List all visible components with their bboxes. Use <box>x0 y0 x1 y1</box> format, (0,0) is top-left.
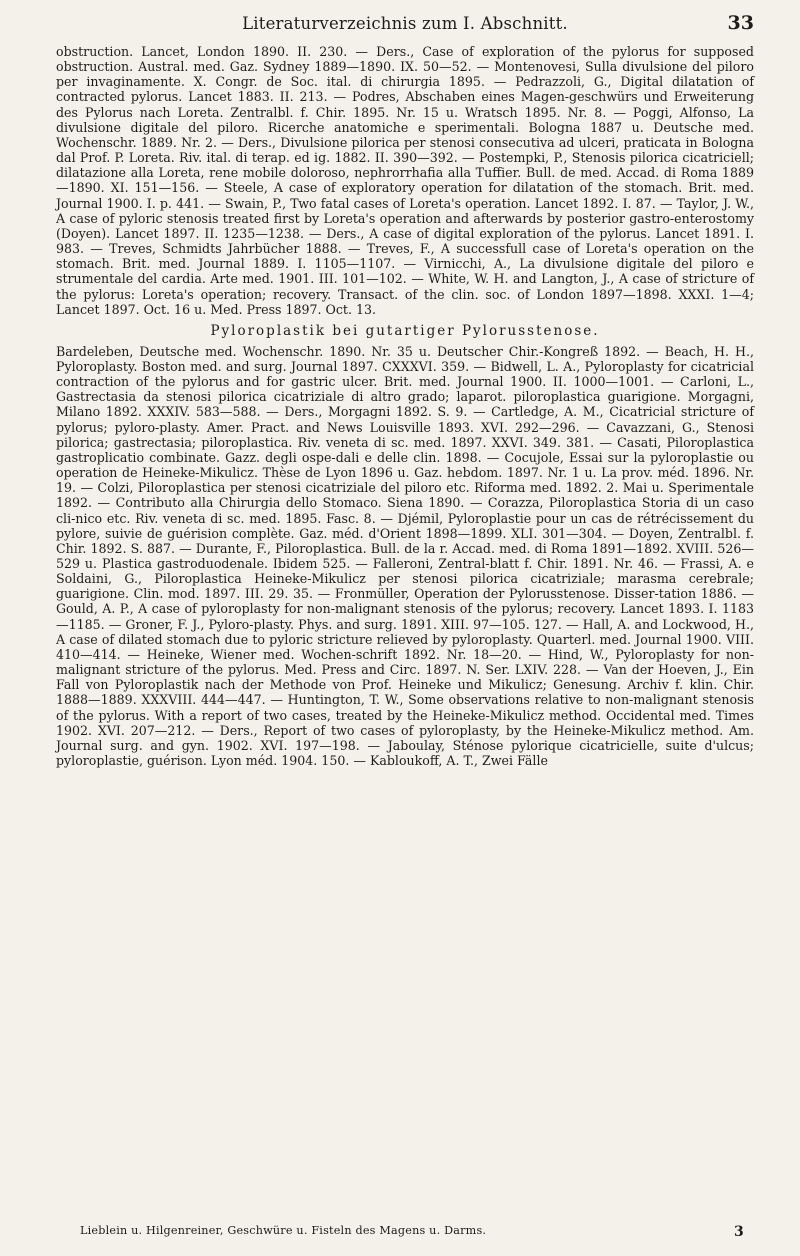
signature-mark: 3 <box>734 1224 744 1240</box>
imprint-line: Lieblein u. Hilgenreiner, Geschwüre u. Fisteln des Magens u. Darms. <box>80 1224 487 1237</box>
page-header <box>56 10 754 40</box>
section-heading: Pyloroplastik bei gutartiger Pylorusstenose. <box>210 322 600 339</box>
running-title: Literaturverzeichnis zum I. Abschnitt. <box>242 14 568 33</box>
bibliography-paragraph: obstruction. Lancet, London 1890. II. 230. — Ders., Case of exploration of the pylorus for supposed obstruction. Austral. med. Gaz. Sydney 1889—1890. IX. 50—52. — Montenovesi, Sulla divulsione del piloro per invaginamente. X. Congr. de Soc. ital. di chirurgia 1895. — Pedrazzoli, G., Digital dilatation of contracted pylorus. Lancet 1883. II. 213. — Podres, Abschaben eines Magen-geschwürs und Erweiterung des Pylorus nach Loreta. Zentralbl. f. Chir. 1895. Nr. 15 u. Wratsch 1895. Nr. 8. — Poggi, Alfonso, La divulsione digitale del piloro. Ricerche anatomiche e sperimentali. Bologna 1887 u. Deutsche med. Wochenschr. 1889. Nr. 2. — Ders., Divulsione pilorica per stenosi consecutiva ad ulceri, praticata in Bologna dal Prof. P. Loreta. Riv. ital. di terap. ed ig. 1882. II. 390—392. — Postempki, P., Stenosis pilorica cicatriciell; dilatazione alla Loreta, rene mobile doloroso, nephrorrhafia alla Tuffier. Bull. de med. Accad. di Roma 1889—1890. XI. 151—156. — Steele, A case of exploratory operation for dilatation of the stomach. Brit. med. Journal 1900. I. p. 441. — Swain, P., Two fatal cases of Loreta's operation. Lancet 1892. I. 87. — Taylor, J. W., A case of pyloric stenosis treated first by Loreta's operation and afterwards by posterior gastro-enterostomy (Doyen). Lancet 1897. II. 1235—1238. — Ders., A case of digital exploration of the pylorus. Lancet 1891. I. 983. — Treves, Schmidts Jahrbücher 1888. — Treves, F., A successfull case of Loreta's operation on the stomach. Brit. med. Journal 1889. I. 1105—1107. — Virnicchi, A., La divulsione digitale del piloro e strumentale del cardia. Arte med. 1901. III. 101—102. — White, W. H. and Langton, J., A case of stricture of the pylorus: Loreta's operation; recovery. Transact. of the clin. soc. of London 1897—1898. XXXI. 1—4; Lancet 1897. Oct. 16 u. Med. Press 1897. Oct. 13. <box>56 44 754 317</box>
bibliography-body <box>56 44 754 768</box>
bibliography-paragraph: Bardeleben, Deutsche med. Wochenschr. 1890. Nr. 35 u. Deutscher Chir.-Kongreß 1892. — Beach, H. H., Pyloroplasty. Boston med. and surg. Journal 1897. CXXXVI. 359. — Bidwell, L. A., Pyloroplasty for cicatricial contraction of the pylorus and for gastric ulcer. Brit. med. Journal 1900. II. 1000—1001. — Carloni, L., Gastrectasia da stenosi pilorica cicatriziale di altro grado; laparot. piloroplastica guarigione. Morgagni, Milano 1892. XXXIV. 583—588. — Ders., Morgagni 1892. S. 9. — Cartledge, A. M., Cicatricial stricture of pylorus; pyloro-plasty. Amer. Pract. and News Louisville 1893. XVI. 292—296. — Cavazzani, G., Stenosi pilorica; gastrectasia; piloroplastica. Riv. veneta di sc. med. 1897. XXVI. 349. 381. — Casati, Piloroplastica gastroplicatio combinate. Gazz. degli ospe-dali e delle clin. 1898. — Cocujole, Essai sur la pyloroplastie ou operation de Heineke-Mikulicz. Thèse de Lyon 1896 u. Gaz. hebdom. 1897. Nr. 1 u. La prov. méd. 1896. Nr. 19. — Colzi, Piloroplastica per stenosi cicatriziale del piloro etc. Riforma med. 1892. 2. Mai u. Sperimentale 1892. — Contributo alla Chirurgia dello Stomaco. Siena 1890. — Corazza, Piloroplastica Storia di un caso cli-nico etc. Riv. veneta di sc. med. 1895. Fasc. 8. — Djémil, Pyloroplastie pour un cas de rétrécissement du pylore, suivie de guérision complète. Gaz. méd. d'Orient 1898—1899. XLI. 301—304. — Doyen, Zentralbl. f. Chir. 1892. S. 887. — Durante, F., Piloroplastica. Bull. de la r. Accad. med. di Roma 1891—1892. XVIII. 526—529 u. Plastica gastroduodenale. Ibidem 525. — Falleroni, Zentral-blatt f. Chir. 1891. Nr. 46. — Frassi, A. e Soldaini, G., Piloroplastica Heineke-Mikulicz per stenosi pilorica cicatriziale; marasma cerebrale; guarigione. Clin. mod. 1897. III. 29. 35. — Fronmüller, Operation der Pylorusstenose. Disser-tation 1886. — Gould, A. P., A case of pyloroplasty for non-malignant stenosis of the pylorus; recovery. Lancet 1893. I. 1183—1185. — Groner, F. J., Pyloro-plasty. Phys. and surg. 1891. XIII. 97—105. 127. — Hall, A. and Lockwood, H., A case of dilated stomach due to pyloric stricture relieved by pyloroplasty. Quarterl. med. Journal 1900. VIII. 410—414. — Heineke, Wiener med. Wochen-schrift 1892. Nr. 18—20. — Hind, W., Pyloroplasty for non-malignant stricture of the pylorus. Med. Press and Circ. 1897. N. Ser. LXIV. 228. — Van der Hoeven, J., Ein Fall von Pyloroplastik nach der Methode von Prof. Heineke und Mikulicz; Genesung. Archiv f. klin. Chir. 1888—1889. XXXVIII. 444—447. — Huntington, T. W., Some observations relative to non-malignant stenosis of the pylorus. With a report of two cases, treated by the Heineke-Mikulicz method. Occidental med. Times 1902. XVI. 207—212. — Ders., Report of two cases of pyloroplasty, by the Heineke-Mikulicz method. Am. Journal surg. and gyn. 1902. XVI. 197—198. — Jaboulay, Sténose pylorique cicatricielle, suite d'ulcus; pyloroplastie, guérison. Lyon méd. 1904. 150. — Kabloukoff, A. T., Zwei Fälle <box>56 343 754 769</box>
page-number: 33 <box>727 12 754 34</box>
page-footer <box>80 1224 754 1240</box>
